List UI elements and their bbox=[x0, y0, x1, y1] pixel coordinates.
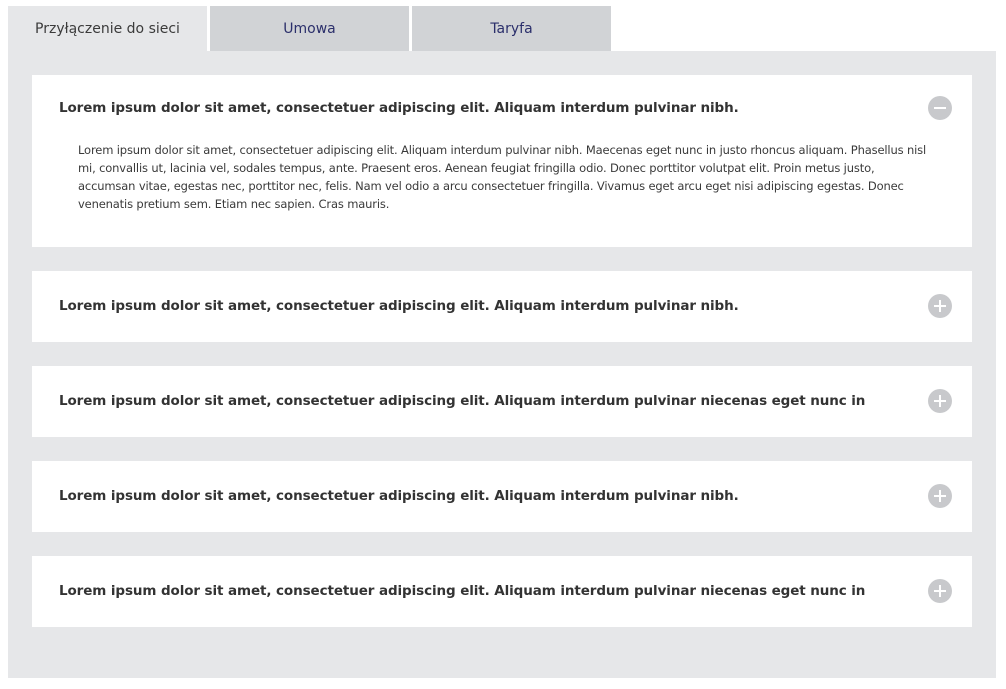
accordion-item bbox=[32, 366, 972, 437]
accordion-title: Lorem ipsum dolor sit amet, consectetuer adipiscing elit. Aliquam interdum pulvinar niecenas eget nunc in bbox=[59, 393, 866, 409]
accordion-body: Lorem ipsum dolor sit amet, consectetuer adipiscing elit. Aliquam interdum pulvinar nibh. Maecenas eget nunc in justo rhoncus aliquam. Phasellus nisl mi, convallis ut, lacinia vel, sodales tempus, ante. Praesent eros. Aenean feugiat fringilla odio. Donec porttitor volutpat elit. Proin metus justo, accumsan vitae, egestas nec, porttitor nec, felis. Nam vel odio a arcu consectetuer fringilla. Vivamus eget arcu eget nisi adipiscing egestas. Donec venenatis pretium sem. Etiam nec sapien. Cras mauris. bbox=[78, 143, 927, 211]
tab-bar bbox=[8, 6, 614, 51]
tab-taryfa[interactable] bbox=[412, 6, 611, 51]
accordion-header[interactable] bbox=[59, 579, 952, 603]
tab-przylaczenie[interactable] bbox=[8, 6, 207, 51]
accordion-item bbox=[32, 75, 972, 247]
accordion-header[interactable] bbox=[59, 484, 952, 508]
accordion-header[interactable] bbox=[59, 96, 952, 120]
tab-umowa[interactable] bbox=[210, 6, 409, 51]
accordion-item bbox=[32, 271, 972, 342]
accordion-header[interactable] bbox=[59, 389, 952, 413]
plus-icon[interactable] bbox=[928, 484, 952, 508]
plus-icon[interactable] bbox=[928, 579, 952, 603]
plus-icon[interactable] bbox=[928, 389, 952, 413]
tab-label: Taryfa bbox=[490, 20, 533, 37]
tab-label: Umowa bbox=[283, 20, 336, 37]
accordion-item bbox=[32, 556, 972, 627]
accordion-title: Lorem ipsum dolor sit amet, consectetuer adipiscing elit. Aliquam interdum pulvinar nibh. bbox=[59, 298, 739, 314]
tab-label: Przyłączenie do sieci bbox=[35, 20, 180, 37]
accordion-header[interactable] bbox=[59, 294, 952, 318]
accordion-title: Lorem ipsum dolor sit amet, consectetuer adipiscing elit. Aliquam interdum pulvinar nibh. bbox=[59, 488, 739, 504]
minus-icon[interactable] bbox=[928, 96, 952, 120]
accordion-item bbox=[32, 461, 972, 532]
plus-icon[interactable] bbox=[928, 294, 952, 318]
accordion-title: Lorem ipsum dolor sit amet, consectetuer adipiscing elit. Aliquam interdum pulvinar niecenas eget nunc in bbox=[59, 583, 866, 599]
accordion-title: Lorem ipsum dolor sit amet, consectetuer adipiscing elit. Aliquam interdum pulvinar nibh. bbox=[59, 100, 739, 116]
tab-panel bbox=[8, 51, 996, 678]
